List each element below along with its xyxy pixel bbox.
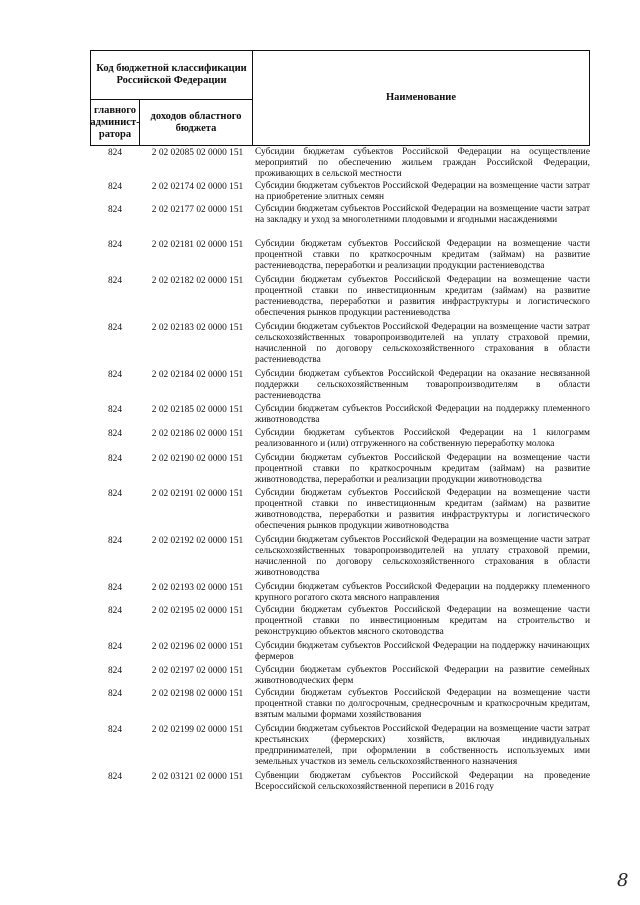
income-code-cell: 2 02 02197 02 0000 151 bbox=[151, 666, 244, 676]
table-row bbox=[90, 487, 590, 534]
admin-code-cell: 824 bbox=[107, 583, 123, 593]
table-row bbox=[90, 203, 590, 238]
header-regional-income: доходов областного бюджета bbox=[139, 99, 253, 146]
name-cell: Субсидии бюджетам субъектов Российской Федерации на поддержку племенного животноводства bbox=[255, 404, 590, 425]
income-code-cell: 2 02 02192 02 0000 151 bbox=[151, 536, 244, 546]
table-row bbox=[90, 723, 590, 770]
table-header bbox=[90, 50, 590, 146]
table-row bbox=[90, 687, 590, 723]
admin-code-cell: 824 bbox=[107, 536, 123, 546]
table-row bbox=[90, 452, 590, 487]
income-code-cell: 2 02 02198 02 0000 151 bbox=[151, 689, 244, 699]
table-row bbox=[90, 321, 590, 368]
name-cell: Субсидии бюджетам субъектов Российской Федерации на возмещение части процентной ставки по краткосрочным кредитам (займам) на развитие животноводства, переработки и реализации продукции животноводства bbox=[255, 453, 590, 485]
table-body bbox=[90, 146, 590, 796]
admin-code-cell: 824 bbox=[107, 689, 123, 699]
admin-code-cell: 824 bbox=[107, 489, 123, 499]
name-cell: Субсидии бюджетам субъектов Российской Федерации на развитие семейных животноводческих ферм bbox=[255, 665, 590, 686]
income-code-cell: 2 02 02181 02 0000 151 bbox=[151, 240, 244, 250]
income-code-cell: 2 02 02085 02 0000 151 bbox=[151, 148, 244, 158]
admin-code-cell: 824 bbox=[107, 606, 123, 616]
table-row bbox=[90, 180, 590, 203]
name-cell: Субсидии бюджетам субъектов Российской Федерации на возмещение части затрат крестьянских (фермерских) хозяйств, включая индивидуальных предпринимателей, при оформлении в собственность используемых ими земельных участков из земель сельскохозяйственного назначения bbox=[255, 724, 590, 767]
table-row bbox=[90, 534, 590, 581]
name-cell: Субсидии бюджетам субъектов Российской Федерации на возмещение части процентной ставки по инвестиционным кредитам (займам) на развитие животноводства, переработки и развития инфраструктуры и логистического обеспечения рынков продукции животноводства bbox=[255, 488, 590, 531]
admin-code-cell: 824 bbox=[107, 276, 123, 286]
income-code-cell: 2 02 02195 02 0000 151 bbox=[151, 606, 244, 616]
table-row bbox=[90, 238, 590, 274]
admin-code-cell: 824 bbox=[107, 666, 123, 676]
income-code-cell: 2 02 02186 02 0000 151 bbox=[151, 429, 244, 439]
admin-code-cell: 824 bbox=[107, 429, 123, 439]
header-name: Наименование bbox=[252, 50, 590, 146]
name-cell: Субсидии бюджетам субъектов Российской Федерации на возмещение части процентной ставки по долгосрочным, среднесрочным и краткосрочным кредитам, взятым малыми формами хозяйствования bbox=[255, 688, 590, 720]
income-code-cell: 2 02 02174 02 0000 151 bbox=[151, 182, 244, 192]
admin-code-cell: 824 bbox=[107, 148, 123, 158]
admin-code-cell: 824 bbox=[107, 642, 123, 652]
name-cell: Субсидии бюджетам субъектов Российской Федерации на поддержку начинающих фермеров bbox=[255, 641, 590, 662]
income-code-cell: 2 02 02177 02 0000 151 bbox=[151, 205, 244, 215]
admin-code-cell: 824 bbox=[107, 370, 123, 380]
document-sheet bbox=[90, 50, 590, 796]
table-row bbox=[90, 640, 590, 664]
table-row bbox=[90, 403, 590, 427]
income-code-cell: 2 02 02191 02 0000 151 bbox=[151, 489, 244, 499]
income-code-cell: 2 02 02183 02 0000 151 bbox=[151, 323, 244, 333]
table-row bbox=[90, 146, 590, 180]
income-code-cell: 2 02 02190 02 0000 151 bbox=[151, 454, 244, 464]
name-cell: Субсидии бюджетам субъектов Российской Федерации на возмещение части процентной ставки по краткосрочным кредитам (займам) на развитие растениеводства, переработки и реализации продукции растениеводства bbox=[255, 239, 590, 271]
name-cell: Субсидии бюджетам субъектов Российской Федерации на осуществление мероприятий по обеспечению жильем граждан Российской Федерации, проживающих в сельской местности bbox=[255, 147, 590, 179]
name-cell: Субсидии бюджетам субъектов Российской Федерации на оказание несвязанной поддержки сельскохозяйственным товаропроизводителям в области растениеводства bbox=[255, 369, 590, 401]
table-row bbox=[90, 770, 590, 796]
income-code-cell: 2 02 02185 02 0000 151 bbox=[151, 405, 244, 415]
table-row bbox=[90, 274, 590, 321]
header-main-admin: главного админист-ратора bbox=[90, 99, 140, 146]
admin-code-cell: 824 bbox=[107, 725, 123, 735]
income-code-cell: 2 02 02182 02 0000 151 bbox=[151, 276, 244, 286]
name-cell: Субсидии бюджетам субъектов Российской Федерации на 1 килограмм реализованного и (или) отгруженного на собственную переработку молока bbox=[255, 428, 590, 449]
name-cell: Субсидии бюджетам субъектов Российской Федерации на возмещение части затрат на закладку и уход за многолетними плодовыми и ягодными насаждениями bbox=[255, 204, 590, 225]
admin-code-cell: 824 bbox=[107, 240, 123, 250]
admin-code-cell: 824 bbox=[107, 454, 123, 464]
name-cell: Субсидии бюджетам субъектов Российской Федерации на возмещение части процентной ставки по инвестиционным кредитам (займам) на развитие растениеводства, переработки и развития инфраструктуры и логистического обеспечения рынков продукции растениеводства bbox=[255, 275, 590, 318]
table-row bbox=[90, 664, 590, 687]
income-code-cell: 2 02 03121 02 0000 151 bbox=[151, 772, 244, 782]
table-row bbox=[90, 581, 590, 604]
admin-code-cell: 824 bbox=[107, 205, 123, 215]
header-budget-code: Код бюджетной классификации Российской Федерации bbox=[90, 50, 253, 100]
table-row bbox=[90, 368, 590, 403]
income-code-cell: 2 02 02196 02 0000 151 bbox=[151, 642, 244, 652]
admin-code-cell: 824 bbox=[107, 182, 123, 192]
page-number: 8 bbox=[617, 870, 629, 891]
table-row bbox=[90, 604, 590, 640]
name-cell: Субсидии бюджетам субъектов Российской Федерации на возмещение части затрат сельскохозяйственных товаропроизводителей на уплату страховой премии, начисленной по договору сельскохозяйственного страхования в области растениеводства bbox=[255, 322, 590, 365]
name-cell: Субсидии бюджетам субъектов Российской Федерации на поддержку племенного крупного рогатого скота мясного направления bbox=[255, 582, 590, 603]
income-code-cell: 2 02 02193 02 0000 151 bbox=[151, 583, 244, 593]
income-code-cell: 2 02 02184 02 0000 151 bbox=[151, 370, 244, 380]
name-cell: Субсидии бюджетам субъектов Российской Федерации на возмещение части затрат на приобретение элитных семян bbox=[255, 181, 590, 202]
table-row bbox=[90, 427, 590, 452]
admin-code-cell: 824 bbox=[107, 772, 123, 782]
income-code-cell: 2 02 02199 02 0000 151 bbox=[151, 725, 244, 735]
admin-code-cell: 824 bbox=[107, 405, 123, 415]
admin-code-cell: 824 bbox=[107, 323, 123, 333]
name-cell: Субсидии бюджетам субъектов Российской Федерации на возмещение части процентной ставки по инвестиционным кредитам на строительство и реконструкцию объектов мясного скотоводства bbox=[255, 605, 590, 637]
name-cell: Субсидии бюджетам субъектов Российской Федерации на возмещение части затрат сельскохозяйственных товаропроизводителей на уплату страховой премии, начисленной по договору сельскохозяйственного страхования в области животноводства bbox=[255, 535, 590, 578]
name-cell: Субвенции бюджетам субъектов Российской Федерации на проведение Всероссийской сельскохозяйственной переписи в 2016 году bbox=[255, 771, 590, 792]
